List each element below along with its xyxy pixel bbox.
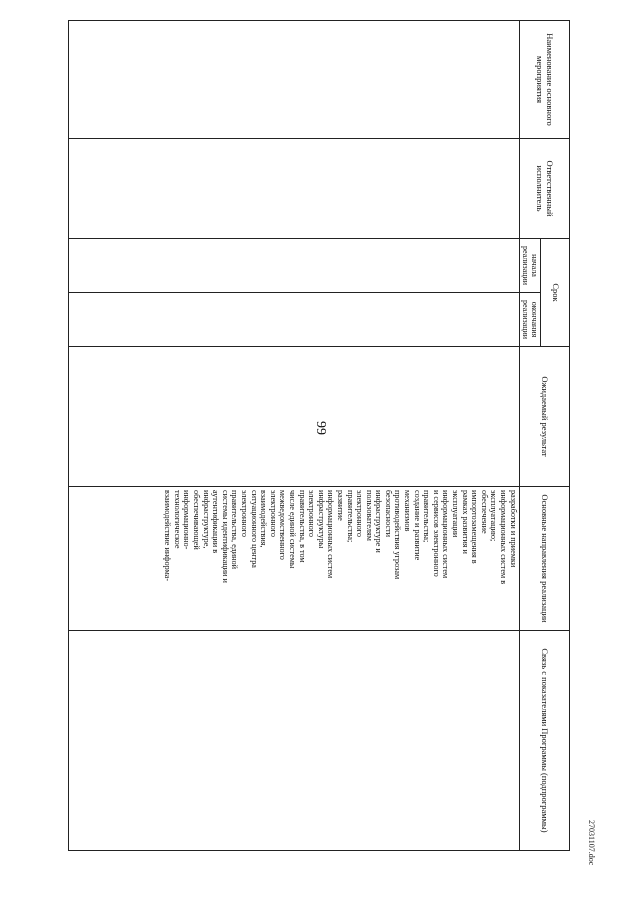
cell-directions: разработки и приемки информационных систем в эксплуатацию; обеспечение импортозамещения в рамках развития и эксплуатации информационных систем и сервисов электронного правительства; создание и развитие механизмов противодействия угрозам безопасности инфраструктуре и пользователям электронного правительства; развитие информационных систем инфраструктуры электронного правительства, в том числе единой системы межведомственного электронного взаимодействия, ситуационного центра электронного правительства, единой системы идентификации и аутентификации в инфраструктуре, обеспечивающей информационно- технологическое взаимодействие информа- — [69, 487, 520, 631]
header-term-start: начала реализации — [519, 239, 540, 293]
header-expected-result: Ожидаемый результат — [519, 347, 569, 487]
table-row — [69, 21, 520, 851]
file-reference: 27031107.doc — [587, 820, 596, 866]
cell-expected-result — [69, 347, 520, 487]
header-executor: Ответственный исполнитель — [519, 139, 569, 239]
page-number: 99 — [313, 421, 328, 435]
header-directions: Основные направления реализации — [519, 487, 569, 631]
cell-term-start — [69, 239, 520, 293]
cell-event-name — [69, 21, 520, 139]
cell-executor — [69, 139, 520, 239]
header-term-end: окончания реализации — [519, 293, 540, 347]
header-term: Срок — [541, 239, 570, 347]
cell-indicators-link — [69, 631, 520, 851]
table-header-row — [541, 21, 570, 851]
cell-term-end — [69, 293, 520, 347]
program-table — [68, 20, 570, 851]
header-indicators-link: Связь с показателями Программы (подпрограммы) — [519, 631, 569, 851]
rotated-table-wrapper — [68, 20, 570, 850]
header-event-name: Наименование основного мероприятия — [519, 21, 569, 139]
